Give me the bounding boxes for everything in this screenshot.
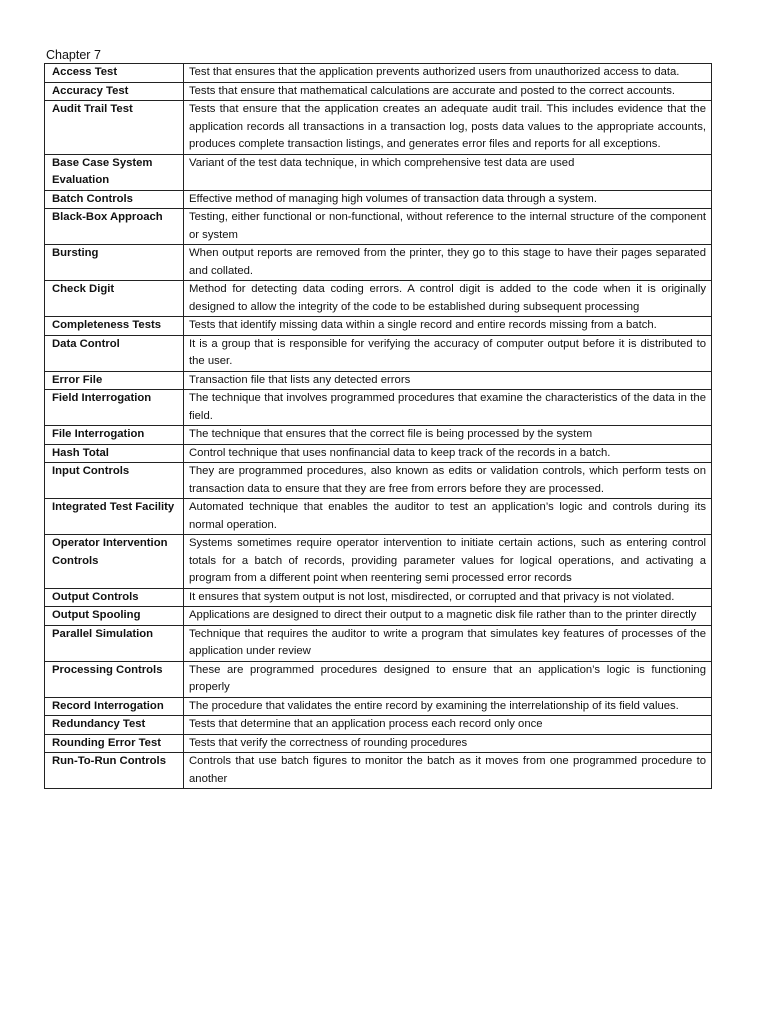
table-row <box>45 625 712 661</box>
glossary-table <box>44 63 712 789</box>
page-title: Chapter 7 <box>46 48 101 62</box>
definition-cell: The technique that involves programmed procedures that examine the characteristics of the data in the field. <box>184 390 712 426</box>
term-cell: Operator Intervention Controls <box>45 535 184 589</box>
table-row <box>45 463 712 499</box>
definition-cell: Variant of the test data technique, in which comprehensive test data are used <box>184 154 712 190</box>
term-cell: Black-Box Approach <box>45 209 184 245</box>
definition-cell: Tests that ensure that the application creates an adequate audit trail. This includes evidence that the application records all transactions in a transaction log, posts data values to the appropriate accounts, produces complete transaction listings, and generates error files and reports for all exceptions. <box>184 101 712 155</box>
definition-cell: It is a group that is responsible for verifying the accuracy of computer output before it is distributed to the user. <box>184 335 712 371</box>
table-row <box>45 697 712 716</box>
term-cell: Error File <box>45 371 184 390</box>
definition-cell: Controls that use batch figures to monitor the batch as it moves from one programmed procedure to another <box>184 753 712 789</box>
definition-cell: These are programmed procedures designed to ensure that an application’s logic is functioning properly <box>184 661 712 697</box>
table-row <box>45 535 712 589</box>
term-cell: Audit Trail Test <box>45 101 184 155</box>
term-cell: Record Interrogation <box>45 697 184 716</box>
definition-cell: Tests that ensure that mathematical calculations are accurate and posted to the correct accounts. <box>184 82 712 101</box>
table-row <box>45 64 712 83</box>
definition-cell: Applications are designed to direct their output to a magnetic disk file rather than to the printer directly <box>184 607 712 626</box>
definition-cell: The procedure that validates the entire record by examining the interrelationship of its field values. <box>184 697 712 716</box>
term-cell: Rounding Error Test <box>45 734 184 753</box>
table-row <box>45 661 712 697</box>
table-row <box>45 716 712 735</box>
term-cell: Hash Total <box>45 444 184 463</box>
table-row <box>45 444 712 463</box>
definition-cell: Control technique that uses nonfinancial data to keep track of the records in a batch. <box>184 444 712 463</box>
term-cell: Base Case System Evaluation <box>45 154 184 190</box>
table-row <box>45 317 712 336</box>
table-row <box>45 499 712 535</box>
term-cell: Output Controls <box>45 588 184 607</box>
definition-cell: It ensures that system output is not lost, misdirected, or corrupted and that privacy is not violated. <box>184 588 712 607</box>
table-row <box>45 209 712 245</box>
term-cell: Redundancy Test <box>45 716 184 735</box>
table-row <box>45 607 712 626</box>
definition-cell: The technique that ensures that the correct file is being processed by the system <box>184 426 712 445</box>
term-cell: Integrated Test Facility <box>45 499 184 535</box>
definition-cell: Testing, either functional or non-functional, without reference to the internal structure of the component or system <box>184 209 712 245</box>
term-cell: Access Test <box>45 64 184 83</box>
term-cell: Processing Controls <box>45 661 184 697</box>
table-row <box>45 154 712 190</box>
definition-cell: Systems sometimes require operator intervention to initiate certain actions, such as entering control totals for a batch of records, providing parameter values for logical operations, and activating a program from a different point when reentering semi processed error records <box>184 535 712 589</box>
table-row <box>45 390 712 426</box>
term-cell: Bursting <box>45 245 184 281</box>
term-cell: File Interrogation <box>45 426 184 445</box>
table-row <box>45 426 712 445</box>
table-row <box>45 734 712 753</box>
definition-cell: Effective method of managing high volumes of transaction data through a system. <box>184 190 712 209</box>
term-cell: Field Interrogation <box>45 390 184 426</box>
term-cell: Accuracy Test <box>45 82 184 101</box>
term-cell: Run-To-Run Controls <box>45 753 184 789</box>
term-cell: Completeness Tests <box>45 317 184 336</box>
term-cell: Batch Controls <box>45 190 184 209</box>
term-cell: Parallel Simulation <box>45 625 184 661</box>
definition-cell: Method for detecting data coding errors. A control digit is added to the code when it is originally designed to allow the integrity of the code to be established during subsequent processing <box>184 281 712 317</box>
table-row <box>45 281 712 317</box>
term-cell: Check Digit <box>45 281 184 317</box>
table-row <box>45 82 712 101</box>
table-row <box>45 190 712 209</box>
definition-cell: Tests that identify missing data within a single record and entire records missing from a batch. <box>184 317 712 336</box>
table-row <box>45 588 712 607</box>
glossary-body <box>45 64 712 789</box>
table-row <box>45 335 712 371</box>
term-cell: Input Controls <box>45 463 184 499</box>
table-row <box>45 753 712 789</box>
definition-cell: Test that ensures that the application prevents authorized users from unauthorized access to data. <box>184 64 712 83</box>
term-cell: Data Control <box>45 335 184 371</box>
definition-cell: Technique that requires the auditor to write a program that simulates key features of processes of the application under review <box>184 625 712 661</box>
definition-cell: Tests that verify the correctness of rounding procedures <box>184 734 712 753</box>
definition-cell: Automated technique that enables the auditor to test an application’s logic and controls during its normal operation. <box>184 499 712 535</box>
table-row <box>45 101 712 155</box>
term-cell: Output Spooling <box>45 607 184 626</box>
definition-cell: When output reports are removed from the printer, they go to this stage to have their pages separated and collated. <box>184 245 712 281</box>
table-row <box>45 245 712 281</box>
definition-cell: Transaction file that lists any detected errors <box>184 371 712 390</box>
definition-cell: They are programmed procedures, also known as edits or validation controls, which perform tests on transaction data to ensure that they are free from errors before they are processed. <box>184 463 712 499</box>
table-row <box>45 371 712 390</box>
definition-cell: Tests that determine that an application process each record only once <box>184 716 712 735</box>
